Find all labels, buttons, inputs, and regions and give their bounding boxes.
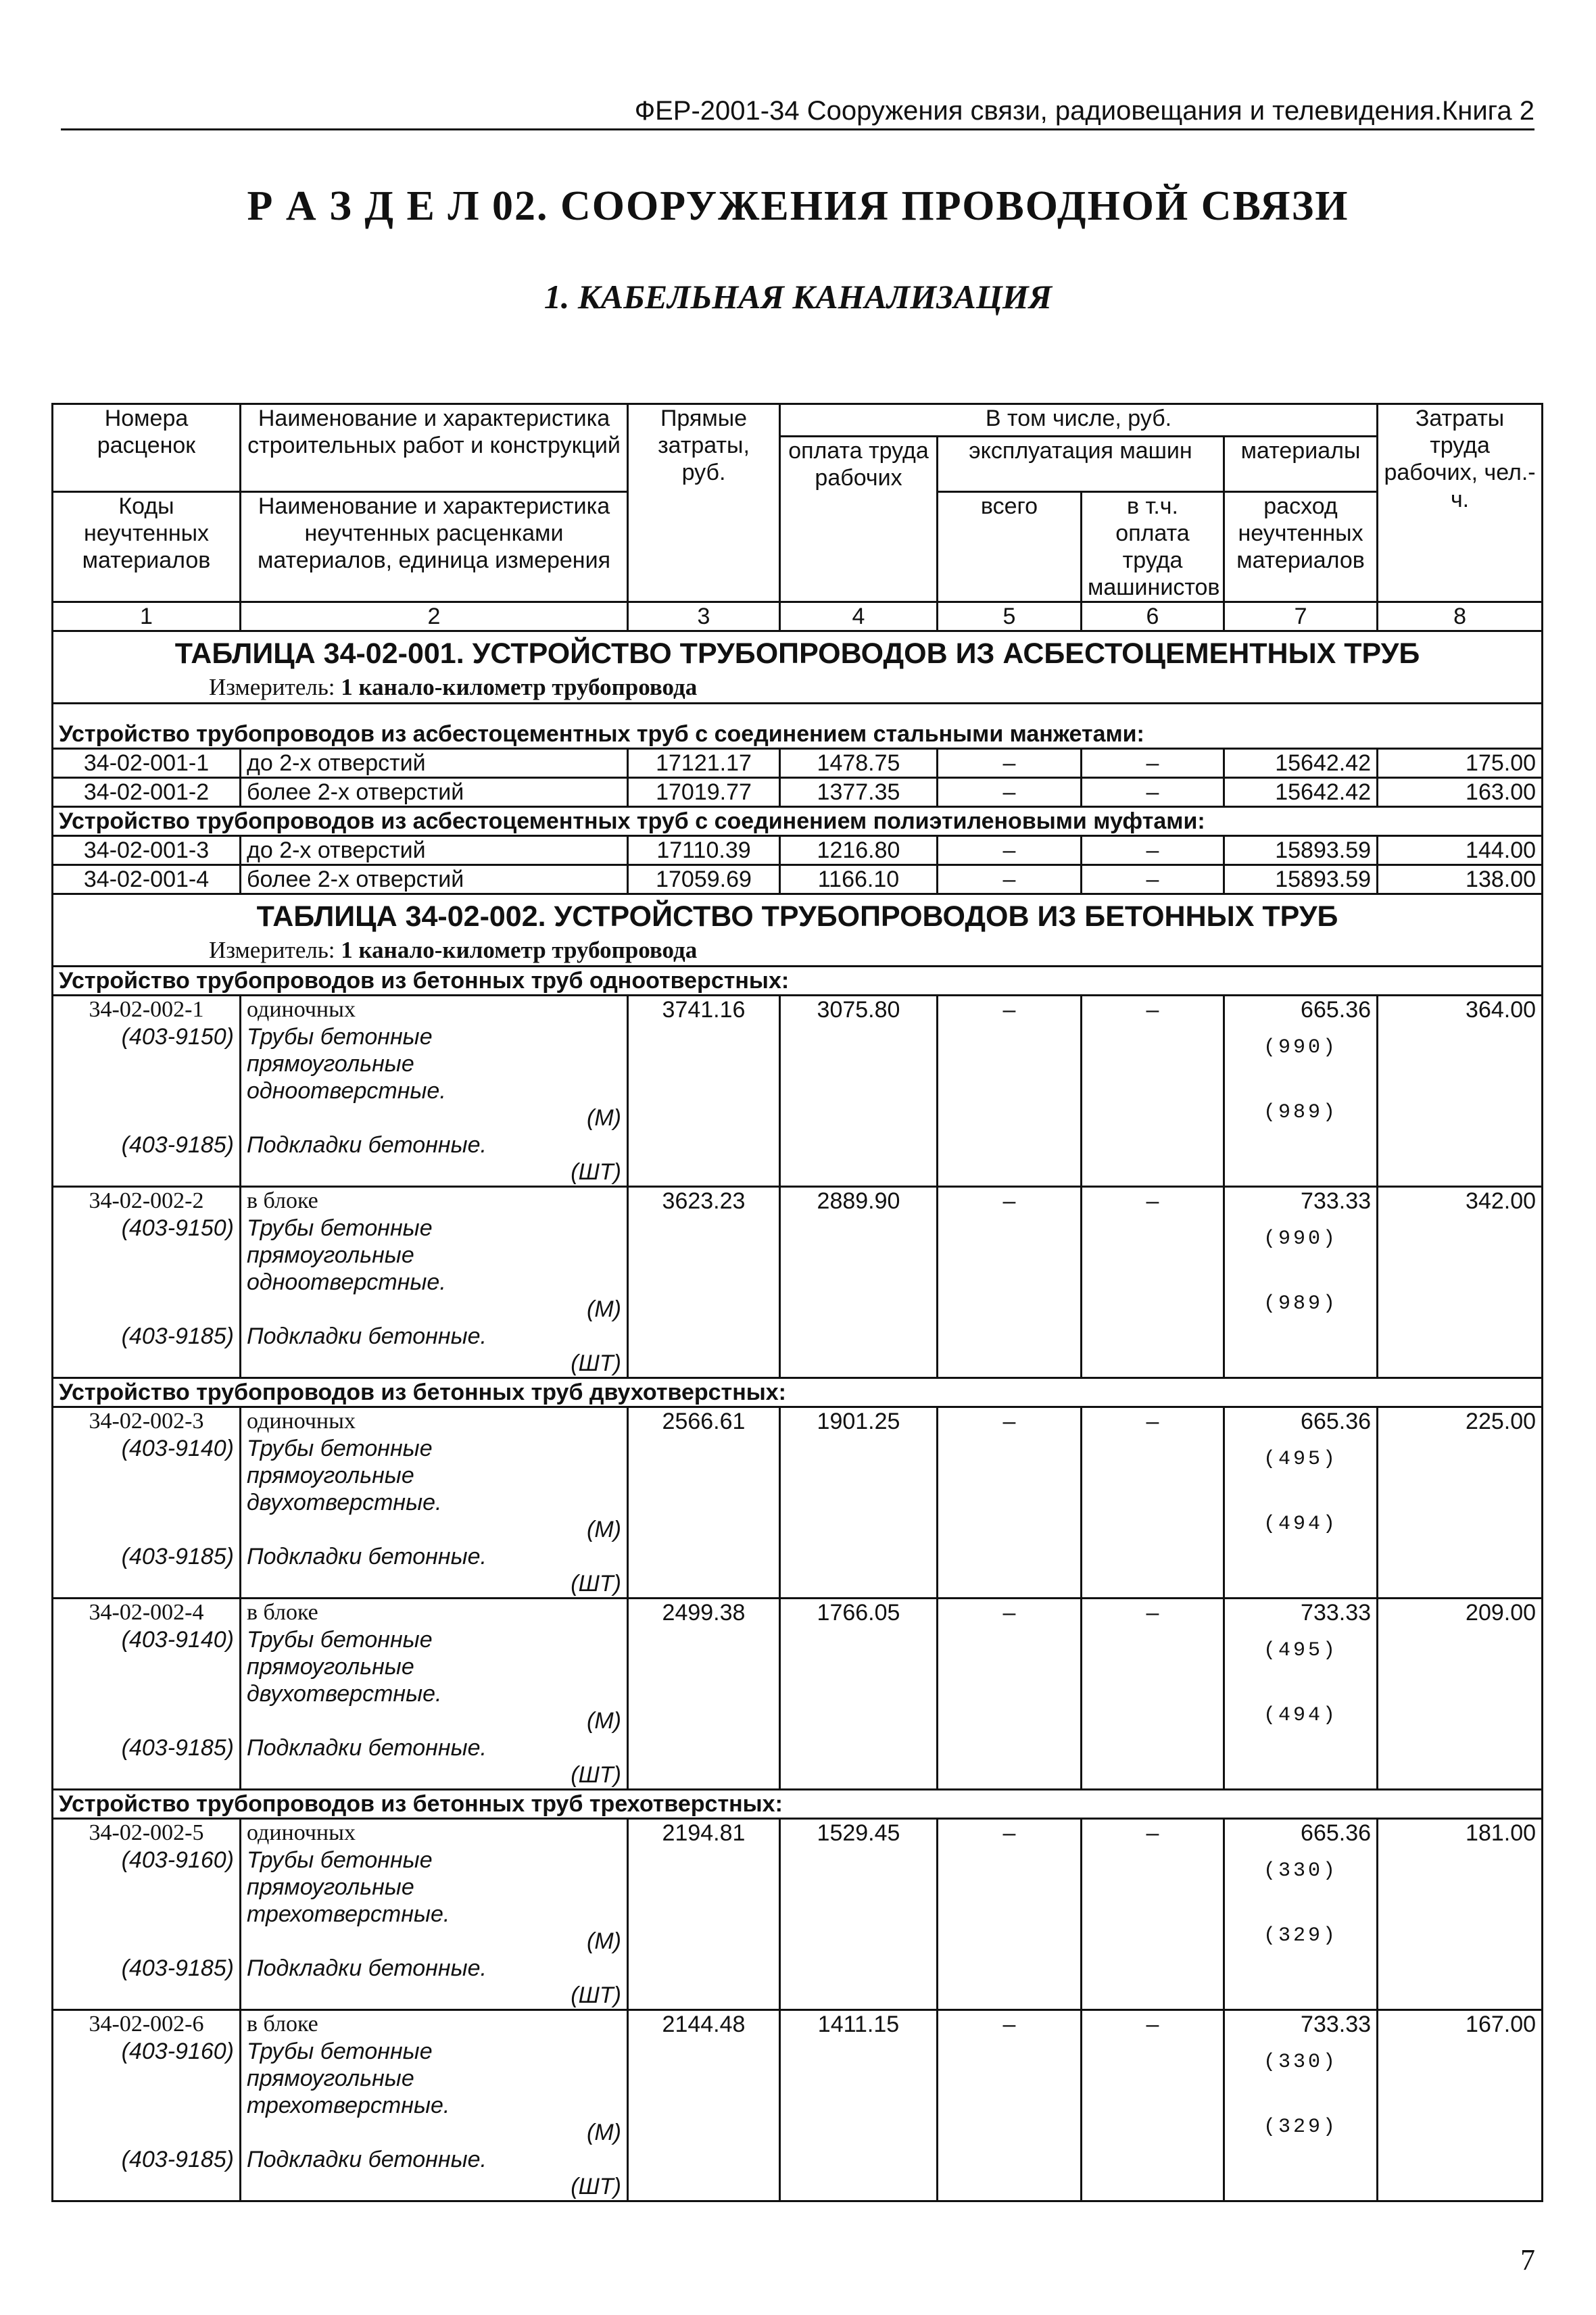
direct-costs: 3741.16 xyxy=(628,996,780,1187)
materials-cost: 665.36 xyxy=(1301,997,1372,1023)
material-code: (403-9185) xyxy=(121,1132,234,1158)
labor-hours: 364.00 xyxy=(1378,996,1543,1187)
material-name: Трубы бетонные прямоугольные двухотверстные. xyxy=(247,1627,442,1707)
meter-value: 1 канало-километр трубопровода xyxy=(341,937,698,963)
machines-total: – xyxy=(938,1599,1082,1790)
material-quantity: (495) xyxy=(1263,1448,1338,1471)
table-row xyxy=(53,1819,1543,2010)
material-quantity: (329) xyxy=(1263,2116,1338,2139)
unit-label: (М) xyxy=(587,1708,621,1734)
direct-costs: 17110.39 xyxy=(628,836,780,865)
unit-label: (М) xyxy=(587,1105,621,1131)
table-row xyxy=(53,1599,1543,1790)
labor-pay: 1478.75 xyxy=(780,749,938,778)
header-materials: материалы xyxy=(1224,437,1378,492)
labor-pay: 1901.25 xyxy=(780,1407,938,1599)
header-including: В том числе, руб. xyxy=(780,404,1378,437)
group-heading: Устройство трубопроводов из бетонных труб трехотверстных: xyxy=(53,1790,1543,1819)
machines-total: – xyxy=(938,865,1082,894)
material-code: (403-9185) xyxy=(121,2147,234,2172)
unit-label: (ШТ) xyxy=(571,1982,621,2008)
materials-cell xyxy=(1224,1187,1378,1378)
rate-name-cell xyxy=(241,996,628,1187)
materials-cell xyxy=(1224,1407,1378,1599)
unit-label: (М) xyxy=(587,1296,621,1322)
material-quantity: (329) xyxy=(1263,1924,1338,1947)
labor-pay: 1166.10 xyxy=(780,865,938,894)
materials-cost: 665.36 xyxy=(1301,1820,1372,1846)
unit-label: (М) xyxy=(587,1928,621,1954)
rate-code: 34-02-001-1 xyxy=(53,749,241,778)
group-heading: Устройство трубопроводов из бетонных труб одноотверстных: xyxy=(53,967,1543,996)
material-quantity: (989) xyxy=(1263,1292,1338,1315)
material-quantity: (330) xyxy=(1263,2051,1338,2074)
labor-pay: 3075.80 xyxy=(780,996,938,1187)
header-material-consumption: расход неучтенных материалов xyxy=(1224,492,1378,602)
labor-hours: 342.00 xyxy=(1378,1187,1543,1378)
unit-label: (М) xyxy=(587,2120,621,2145)
material-code: (403-9185) xyxy=(121,1955,234,1981)
table-meter xyxy=(53,935,1541,965)
rate-code: 34-02-002-6 xyxy=(89,2012,204,2037)
unit-label: (ШТ) xyxy=(571,1762,621,1788)
rate-code: 34-02-001-4 xyxy=(53,865,241,894)
materials-cost: 733.33 xyxy=(1301,1188,1372,1214)
header-machinists-pay: в т.ч. оплата труда машинистов xyxy=(1082,492,1224,602)
material-code: (403-9150) xyxy=(121,1215,234,1241)
page-number: 7 xyxy=(1520,2243,1535,2276)
material-name: Трубы бетонные прямоугольные трехотверстные. xyxy=(247,1847,450,1927)
machinists-pay: – xyxy=(1082,1819,1224,2010)
labor-hours: 167.00 xyxy=(1378,2010,1543,2201)
header-labor-pay: оплата труда рабочих xyxy=(780,437,938,602)
material-name: Подкладки бетонные. xyxy=(247,1323,487,1349)
header-labor-hours: Затраты труда рабочих, чел.-ч. xyxy=(1378,404,1543,602)
labor-pay: 1377.35 xyxy=(780,778,938,807)
rate-name: до 2-х отверстий xyxy=(241,749,628,778)
materials-cost: 15893.59 xyxy=(1224,865,1378,894)
direct-costs: 2144.48 xyxy=(628,2010,780,2201)
machines-total: – xyxy=(938,1187,1082,1378)
rate-name-cell xyxy=(241,1187,628,1378)
materials-cell xyxy=(1224,1819,1378,2010)
materials-cost: 15893.59 xyxy=(1224,836,1378,865)
machines-total: – xyxy=(938,749,1082,778)
col-number: 3 xyxy=(628,602,780,631)
rate-name: до 2-х отверстий xyxy=(241,836,628,865)
meter-value: 1 канало-километр трубопровода xyxy=(341,674,698,700)
header-rate-numbers: Номера расценок xyxy=(53,404,241,492)
col-number: 6 xyxy=(1082,602,1224,631)
group-heading: Устройство трубопроводов из асбестоцементных труб с соединением полиэтиленовыми муфтами: xyxy=(53,807,1543,836)
materials-cell xyxy=(1224,996,1378,1187)
rate-name-cell xyxy=(241,1819,628,2010)
machinists-pay: – xyxy=(1082,778,1224,807)
direct-costs: 2566.61 xyxy=(628,1407,780,1599)
rate-name: в блоке xyxy=(247,1600,318,1625)
rate-code: 34-02-002-1 xyxy=(89,997,204,1022)
table-meter xyxy=(53,673,1541,702)
rate-name: одиночных xyxy=(247,997,356,1022)
rate-code: 34-02-002-5 xyxy=(89,1820,204,1845)
material-code: (403-9185) xyxy=(121,1544,234,1569)
direct-costs: 2194.81 xyxy=(628,1819,780,2010)
materials-cost: 733.33 xyxy=(1301,1600,1372,1626)
labor-pay: 1411.15 xyxy=(780,2010,938,2201)
labor-hours: 144.00 xyxy=(1378,836,1543,865)
machines-total: – xyxy=(938,1407,1082,1599)
materials-cost: 15642.42 xyxy=(1224,778,1378,807)
labor-hours: 209.00 xyxy=(1378,1599,1543,1790)
col-number: 5 xyxy=(938,602,1082,631)
rate-name: одиночных xyxy=(247,1820,356,1845)
meter-label: Измеритель: xyxy=(209,674,335,700)
unit-label: (ШТ) xyxy=(571,1159,621,1185)
table-row xyxy=(53,996,1543,1187)
materials-cost: 15642.42 xyxy=(1224,749,1378,778)
header-work-name: Наименование и характеристика строительных работ и конструкций xyxy=(241,404,628,492)
rate-name: в блоке xyxy=(247,1188,318,1213)
page-header: ФЕР-2001-34 Сооружения связи, радиовещания и телевидения.Книга 2 xyxy=(61,93,1534,130)
table-row xyxy=(53,2010,1543,2201)
labor-hours: 163.00 xyxy=(1378,778,1543,807)
rate-codes-cell xyxy=(53,1187,241,1378)
rate-code: 34-02-001-2 xyxy=(53,778,241,807)
labor-pay: 2889.90 xyxy=(780,1187,938,1378)
rate-codes-cell xyxy=(53,1407,241,1599)
material-name: Трубы бетонные прямоугольные трехотверстные. xyxy=(247,2039,450,2118)
machines-total: – xyxy=(938,2010,1082,2201)
rate-name: более 2-х отверстий xyxy=(241,865,628,894)
material-name: Подкладки бетонные. xyxy=(247,1544,487,1569)
section-title: Р А З Д Е Л 02. СООРУЖЕНИЯ ПРОВОДНОЙ СВЯЗИ xyxy=(247,183,1349,229)
header-machines-total: всего xyxy=(938,492,1082,602)
table-title: ТАБЛИЦА 34-02-001. УСТРОЙСТВО ТРУБОПРОВОДОВ ИЗ АСБЕСТОЦЕМЕНТНЫХ ТРУБ xyxy=(174,637,1420,670)
unit-label: (М) xyxy=(587,1517,621,1542)
rate-code: 34-02-001-3 xyxy=(53,836,241,865)
machinists-pay: – xyxy=(1082,865,1224,894)
material-quantity: (990) xyxy=(1263,1227,1338,1250)
group-heading: Устройство трубопроводов из бетонных труб двухотверстных: xyxy=(53,1378,1543,1407)
materials-cost: 733.33 xyxy=(1301,2012,1372,2037)
material-name: Подкладки бетонные. xyxy=(247,1132,487,1158)
table-row xyxy=(53,1407,1543,1599)
material-quantity: (990) xyxy=(1263,1036,1338,1059)
direct-costs: 2499.38 xyxy=(628,1599,780,1790)
unit-label: (ШТ) xyxy=(571,1350,621,1376)
direct-costs: 17059.69 xyxy=(628,865,780,894)
material-name: Подкладки бетонные. xyxy=(247,1955,487,1981)
group-heading: Устройство трубопроводов из асбестоцементных труб с соединением стальными манжетами: xyxy=(53,704,1543,749)
labor-pay: 1766.05 xyxy=(780,1599,938,1790)
machinists-pay: – xyxy=(1082,1187,1224,1378)
col-number: 8 xyxy=(1378,602,1543,631)
labor-hours: 225.00 xyxy=(1378,1407,1543,1599)
direct-costs: 17019.77 xyxy=(628,778,780,807)
material-code: (403-9140) xyxy=(121,1436,234,1461)
material-code: (403-9150) xyxy=(121,1024,234,1050)
rate-name: более 2-х отверстий xyxy=(241,778,628,807)
header-unaccounted-codes: Коды неучтенных материалов xyxy=(53,492,241,602)
unit-label: (ШТ) xyxy=(571,1571,621,1597)
machinists-pay: – xyxy=(1082,2010,1224,2201)
unit-label: (ШТ) xyxy=(571,2174,621,2199)
rate-codes-cell xyxy=(53,2010,241,2201)
table-row xyxy=(53,778,1543,807)
material-quantity: (330) xyxy=(1263,1859,1338,1882)
machines-total: – xyxy=(938,836,1082,865)
col-number: 2 xyxy=(241,602,628,631)
materials-cell xyxy=(1224,1599,1378,1790)
rate-code: 34-02-002-3 xyxy=(89,1409,204,1434)
rate-codes-cell xyxy=(53,996,241,1187)
header-unaccounted-materials: Наименование и характеристика неучтенных расценками материалов, единица измерения xyxy=(241,492,628,602)
machinists-pay: – xyxy=(1082,996,1224,1187)
material-name: Трубы бетонные прямоугольные двухотверстные. xyxy=(247,1436,442,1515)
rate-code: 34-02-002-2 xyxy=(89,1188,204,1213)
table-row xyxy=(53,1187,1543,1378)
materials-cost: 665.36 xyxy=(1301,1409,1372,1434)
material-code: (403-9140) xyxy=(121,1627,234,1653)
col-number: 4 xyxy=(780,602,938,631)
rate-name: одиночных xyxy=(247,1409,356,1434)
material-quantity: (494) xyxy=(1263,1704,1338,1727)
table-34-02-001-header xyxy=(53,631,1543,704)
table-row xyxy=(53,865,1543,894)
rate-codes-cell xyxy=(53,1819,241,2010)
table-row xyxy=(53,749,1543,778)
labor-pay: 1529.45 xyxy=(780,1819,938,2010)
header-machines: эксплуатация машин xyxy=(938,437,1224,492)
material-code: (403-9160) xyxy=(121,1847,234,1873)
machinists-pay: – xyxy=(1082,749,1224,778)
col-number: 1 xyxy=(53,602,241,631)
direct-costs: 17121.17 xyxy=(628,749,780,778)
rate-name: в блоке xyxy=(247,2012,318,2037)
material-quantity: (989) xyxy=(1263,1101,1338,1124)
table-row xyxy=(53,836,1543,865)
material-quantity: (494) xyxy=(1263,1513,1338,1536)
material-code: (403-9160) xyxy=(121,2039,234,2064)
material-name: Трубы бетонные прямоугольные одноотверстные. xyxy=(247,1024,446,1104)
machinists-pay: – xyxy=(1082,1407,1224,1599)
material-code: (403-9185) xyxy=(121,1323,234,1349)
table-title: ТАБЛИЦА 34-02-002. УСТРОЙСТВО ТРУБОПРОВОДОВ ИЗ БЕТОННЫХ ТРУБ xyxy=(256,900,1338,933)
header-direct-costs: Прямые затраты, руб. xyxy=(628,404,780,602)
materials-cell xyxy=(1224,2010,1378,2201)
material-name: Подкладки бетонные. xyxy=(247,1735,487,1761)
rates-table xyxy=(51,403,1543,2202)
machinists-pay: – xyxy=(1082,836,1224,865)
rate-name-cell xyxy=(241,1407,628,1599)
material-name: Трубы бетонные прямоугольные одноотверстные. xyxy=(247,1215,446,1295)
rate-code: 34-02-002-4 xyxy=(89,1600,204,1625)
machinists-pay: – xyxy=(1082,1599,1224,1790)
rate-name-cell xyxy=(241,2010,628,2201)
table-34-02-002-header xyxy=(53,894,1543,967)
direct-costs: 3623.23 xyxy=(628,1187,780,1378)
rate-codes-cell xyxy=(53,1599,241,1790)
machines-total: – xyxy=(938,1819,1082,2010)
meter-label: Измеритель: xyxy=(209,937,335,963)
material-code: (403-9185) xyxy=(121,1735,234,1761)
material-name: Подкладки бетонные. xyxy=(247,2147,487,2172)
col-number: 7 xyxy=(1224,602,1378,631)
labor-pay: 1216.80 xyxy=(780,836,938,865)
machines-total: – xyxy=(938,996,1082,1187)
subsection-title: 1. КАБЕЛЬНАЯ КАНАЛИЗАЦИЯ xyxy=(543,278,1053,316)
labor-hours: 181.00 xyxy=(1378,1819,1543,2010)
rate-name-cell xyxy=(241,1599,628,1790)
material-quantity: (495) xyxy=(1263,1639,1338,1662)
labor-hours: 175.00 xyxy=(1378,749,1543,778)
labor-hours: 138.00 xyxy=(1378,865,1543,894)
machines-total: – xyxy=(938,778,1082,807)
